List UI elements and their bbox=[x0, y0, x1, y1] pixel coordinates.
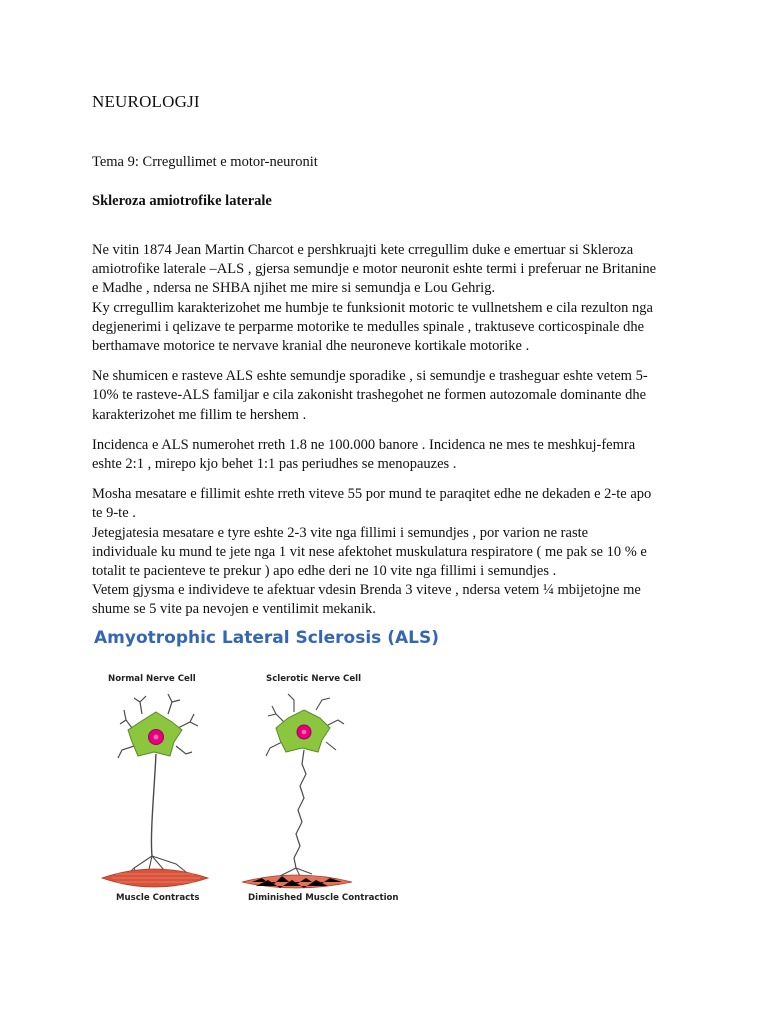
text-line: te 9-te . bbox=[92, 505, 136, 522]
sclerotic-cell-label: Sclerotic Nerve Cell bbox=[266, 674, 362, 684]
text-line: karakterizohet me fillim te hershem . bbox=[92, 406, 307, 423]
document-title: NEUROLOGJI bbox=[92, 92, 200, 111]
paragraph-4 bbox=[92, 485, 682, 619]
normal-cell-label: Normal Nerve Cell bbox=[108, 674, 196, 684]
text-line: e Madhe , ndersa ne SHBA njihet me mire si semundja e Lou Gehrig. bbox=[92, 280, 496, 297]
figure-title: Amyotrophic Lateral Sclerosis (ALS) bbox=[94, 628, 439, 648]
text-line: 10% te rasteve-ALS familjar e cila zakonisht trashegohet ne formen autozomale dominante dhe bbox=[92, 387, 647, 404]
text-line: degjenerimi i qelizave te perparme motorike te medulles spinale , traktuseve corticospinale dhe bbox=[92, 318, 644, 335]
text-line: individuale ku mund te jete nga 1 vit nese afektohet muskulatura respiratore ( me pak se 10 % e bbox=[92, 543, 647, 560]
body-text bbox=[92, 241, 682, 631]
text-line: amiotrofike laterale –ALS , gjersa semundje e motor neuronit eshte termi i preferuar ne Britanine bbox=[92, 261, 657, 278]
text-line: Incidenca e ALS numerohet rreth 1.8 ne 100.000 banore . Incidenca ne mes te meshkuj-femra bbox=[92, 436, 636, 453]
text-line: berthamave motorice te nervave kranial dhe neuroneve kortikale motorike . bbox=[92, 338, 530, 355]
text-line: shume se 5 vite pa nevojen e ventilimit mekanik. bbox=[92, 601, 376, 618]
als-figure bbox=[90, 624, 439, 909]
text-line: Ne shumicen e rasteve ALS eshte semundje sporadike , si semundje e trasheguar eshte vetem 5- bbox=[92, 368, 648, 385]
diminished-contraction-caption: Diminished Muscle Contraction bbox=[248, 893, 399, 903]
neuron-illustration bbox=[90, 624, 420, 909]
muscle-contracts-caption: Muscle Contracts bbox=[116, 893, 200, 903]
paragraph-1 bbox=[92, 241, 682, 356]
text-line: eshte 2:1 , mirepo kjo behet 1:1 pas periudhes se menopauzes . bbox=[92, 456, 457, 473]
sclerotic-neuron bbox=[242, 694, 352, 888]
normal-neuron bbox=[102, 694, 208, 887]
text-line: Vetem gjysma e individeve te afektuar vdesin Brenda 3 viteve , ndersa vetem ¼ mbijetojne me bbox=[92, 582, 641, 599]
paragraph-3 bbox=[92, 436, 682, 474]
paragraph-2 bbox=[92, 367, 682, 425]
text-line: Mosha mesatare e fillimit eshte rreth viteve 55 por mund te paraqitet edhe ne dekaden e 2-te apo bbox=[92, 486, 652, 503]
section-heading: Skleroza amiotrofike laterale bbox=[92, 193, 272, 209]
text-line: Ky crregullim karakterizohet me humbje te funksionit motoric te vullnetshem e cila rezulton nga bbox=[92, 299, 653, 316]
text-line: Ne vitin 1874 Jean Martin Charcot e pershkruajti kete crregullim duke e emertuar si Skleroza bbox=[92, 242, 634, 258]
topic-line: Tema 9: Crregullimet e motor-neuronit bbox=[92, 154, 318, 170]
text-line: totalit te pacienteve te prekur ) apo edhe deri ne 10 vite nga fillimi i semundjes . bbox=[92, 563, 557, 580]
text-line: Jetegjatesia mesatare e tyre eshte 2-3 vite nga fillimi i semundjes , por varion ne raste bbox=[92, 524, 589, 541]
